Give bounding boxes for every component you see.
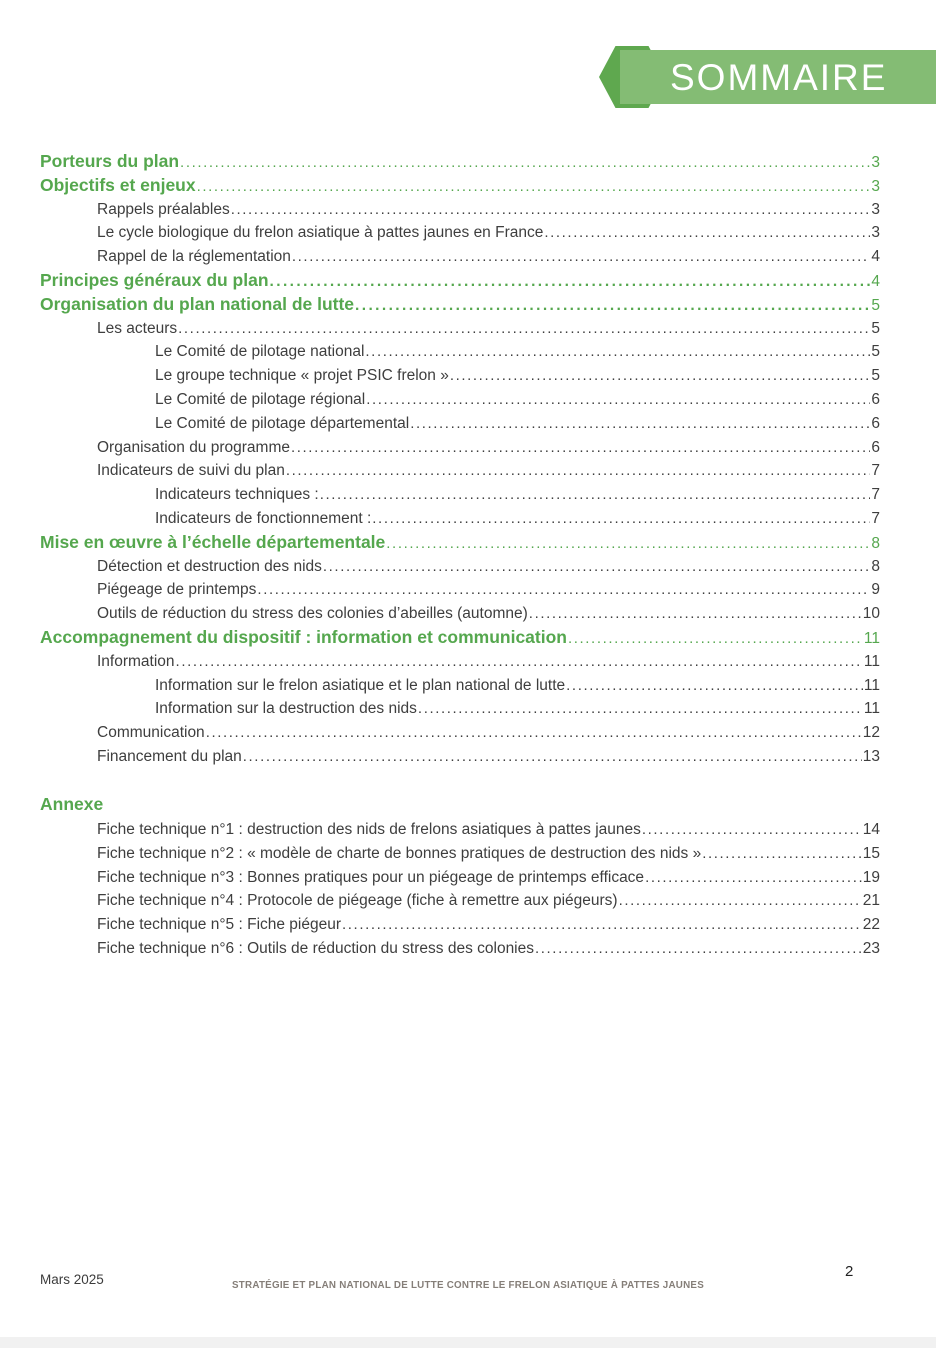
dot-leader — [365, 340, 870, 364]
page-number: 22 — [862, 916, 880, 934]
dot-leader — [366, 388, 870, 412]
dot-leader — [568, 626, 863, 651]
sommaire-banner — [620, 50, 936, 104]
page-number: 5 — [871, 319, 880, 337]
dot-leader — [544, 221, 870, 245]
annexe-section — [40, 792, 880, 961]
dot-leader — [286, 459, 871, 483]
page-number: 8 — [871, 557, 880, 575]
toc-entry-label: Fiche technique n°2 : « modèle de charte de bonnes pratiques de destruction des nids » — [97, 844, 702, 862]
page-number: 3 — [871, 200, 880, 218]
toc-entry[interactable] — [40, 245, 880, 269]
dot-leader — [178, 317, 870, 341]
dot-leader — [197, 174, 871, 199]
toc-entry[interactable] — [40, 721, 880, 745]
toc-entry[interactable] — [40, 364, 880, 388]
toc-entry-label: Mise en œuvre à l’échelle départementale — [40, 531, 386, 552]
annexe-title: Annexe — [40, 794, 104, 814]
page-number: 23 — [862, 939, 880, 957]
toc-entry-label: Objectifs et enjeux — [40, 174, 196, 195]
footer-page-number: 2 — [845, 1263, 854, 1280]
toc-entry-label: Information sur la destruction des nids — [155, 700, 417, 718]
page-number: 11 — [863, 652, 880, 670]
toc-entry[interactable] — [40, 697, 880, 721]
toc-entry[interactable] — [40, 578, 880, 602]
dot-leader — [323, 555, 870, 579]
toc-entry[interactable] — [40, 317, 880, 341]
page-number: 15 — [862, 844, 880, 862]
page-number: 6 — [871, 414, 880, 432]
page-number: 7 — [871, 509, 880, 527]
toc-entry[interactable] — [40, 269, 880, 293]
dot-leader — [410, 412, 870, 436]
page-number: 6 — [871, 438, 880, 456]
toc-entry-label: Indicateurs techniques : — [155, 486, 319, 504]
page-number: 11 — [863, 700, 880, 718]
page-number: 3 — [871, 177, 880, 195]
toc-entry-label: Indicateurs de fonctionnement : — [155, 509, 372, 527]
toc-entry-label: Organisation du plan national de lutte — [40, 293, 355, 314]
bottom-strip — [0, 1337, 936, 1348]
page-number: 7 — [871, 462, 880, 480]
dot-leader — [372, 507, 870, 531]
page-number: 12 — [862, 724, 880, 742]
toc-entry[interactable] — [40, 818, 880, 842]
dot-leader — [355, 293, 870, 318]
dot-leader — [270, 269, 871, 294]
page-number: 3 — [871, 154, 880, 171]
dot-leader — [566, 674, 863, 698]
page-number: 7 — [871, 486, 880, 504]
annexe-list — [40, 818, 880, 961]
dot-leader — [257, 578, 870, 602]
toc-entry[interactable] — [40, 842, 880, 866]
dot-leader — [642, 818, 862, 842]
toc-entry-label: Le Comité de pilotage départemental — [155, 414, 410, 432]
toc-entry-label: Information — [97, 652, 175, 670]
toc-entry-label: Les acteurs — [97, 319, 178, 337]
page-number: 5 — [871, 296, 880, 314]
dot-leader — [180, 150, 870, 175]
dot-leader — [342, 913, 862, 937]
toc-entry-label: Fiche technique n°3 : Bonnes pratiques pour un piégeage de printemps efficace — [97, 868, 645, 886]
dot-leader — [291, 436, 870, 460]
toc-entry[interactable] — [40, 650, 880, 674]
page-number: 4 — [871, 248, 880, 266]
toc-entry-label: Fiche technique n°4 : Protocole de piégeage (fiche à remettre aux piégeurs) — [97, 892, 618, 910]
toc-entry[interactable] — [40, 937, 880, 961]
toc-list — [40, 150, 880, 769]
page-number: 5 — [871, 343, 880, 361]
toc-entry-label: Financement du plan — [97, 747, 242, 765]
page-number: 3 — [871, 224, 880, 242]
toc-entry-label: Le Comité de pilotage régional — [155, 390, 366, 408]
page-number: 10 — [862, 605, 880, 623]
toc-entry-label: Porteurs du plan — [40, 151, 180, 171]
toc-entry[interactable] — [40, 866, 880, 890]
toc-entry-label: Le Comité de pilotage national — [155, 343, 365, 361]
footer-doc-title: STRATÉGIE ET PLAN NATIONAL DE LUTTE CONTRE LE FRELON ASIATIQUE À PATTES JAUNES — [232, 1280, 704, 1291]
page-number: 11 — [863, 676, 880, 694]
page-title: SOMMAIRE — [670, 57, 888, 98]
footer-date: Mars 2025 — [40, 1272, 104, 1287]
page-number: 6 — [871, 390, 880, 408]
toc-entry-label: Rappels préalables — [97, 200, 230, 218]
toc-entry[interactable] — [40, 198, 880, 222]
dot-leader — [535, 937, 862, 961]
page-number: 9 — [871, 581, 880, 599]
dot-leader — [292, 245, 870, 269]
toc-entry-label: Outils de réduction du stress des colonies d’abeilles (automne) — [97, 605, 528, 623]
toc-entry[interactable] — [40, 555, 880, 579]
page-number: 8 — [871, 534, 880, 552]
toc-entry[interactable] — [40, 436, 880, 460]
toc-entry[interactable] — [40, 889, 880, 913]
toc-entry-label: Organisation du programme — [97, 438, 290, 456]
toc-entry[interactable] — [40, 913, 880, 937]
page-number: 13 — [862, 747, 880, 765]
toc-entry[interactable] — [40, 293, 880, 317]
toc-entry-label: Le cycle biologique du frelon asiatique à pattes jaunes en France — [97, 224, 544, 242]
toc-entry[interactable] — [40, 531, 880, 555]
page-number: 14 — [862, 821, 880, 838]
dot-leader — [450, 364, 871, 388]
toc-entry[interactable] — [40, 745, 880, 769]
dot-leader — [320, 483, 871, 507]
toc-entry[interactable] — [40, 150, 880, 174]
dot-leader — [529, 602, 862, 626]
page-number: 11 — [863, 629, 880, 647]
toc-entry-label: Piégeage de printemps — [97, 581, 257, 599]
toc-entry[interactable] — [40, 459, 880, 483]
toc-entry[interactable] — [40, 626, 880, 650]
page-number: 5 — [871, 367, 880, 385]
toc-entry[interactable] — [40, 507, 880, 531]
toc-entry-label: Fiche technique n°1 : destruction des nids de frelons asiatiques à pattes jaunes — [97, 821, 641, 838]
dot-leader — [702, 842, 862, 866]
dot-leader — [386, 531, 870, 556]
toc-entry[interactable] — [40, 483, 880, 507]
toc-entry-label: Information sur le frelon asiatique et le plan national de lutte — [155, 676, 566, 694]
toc-entry-label: Communication — [97, 724, 205, 742]
dot-leader — [645, 866, 862, 890]
page-number: 4 — [871, 272, 880, 290]
dot-leader — [243, 745, 862, 769]
dot-leader — [231, 198, 871, 222]
toc-entry[interactable] — [40, 221, 880, 245]
toc-entry[interactable] — [40, 412, 880, 436]
toc-entry[interactable] — [40, 174, 880, 198]
toc-entry-label: Accompagnement du dispositif : information et communication — [40, 626, 567, 647]
toc-entry-label: Fiche technique n°6 : Outils de réduction du stress des colonies — [97, 939, 534, 957]
page-number: 21 — [862, 892, 880, 910]
toc-entry[interactable] — [40, 340, 880, 364]
toc-entry[interactable] — [40, 602, 880, 626]
toc-entry-label: Rappel de la réglementation — [97, 248, 291, 266]
page-number: 19 — [862, 868, 880, 886]
toc-entry-label: Détection et destruction des nids — [97, 557, 322, 575]
toc-entry-label: Indicateurs de suivi du plan — [97, 462, 285, 480]
toc-entry-label: Principes généraux du plan — [40, 269, 269, 290]
toc-entry-label: Fiche technique n°5 : Fiche piégeur — [97, 916, 342, 934]
toc-entry[interactable] — [40, 674, 880, 698]
dot-leader — [619, 889, 862, 913]
toc-entry[interactable] — [40, 388, 880, 412]
dot-leader — [418, 697, 863, 721]
toc-entry-label: Le groupe technique « projet PSIC frelon » — [155, 367, 449, 385]
dot-leader — [176, 650, 863, 674]
dot-leader — [206, 721, 862, 745]
